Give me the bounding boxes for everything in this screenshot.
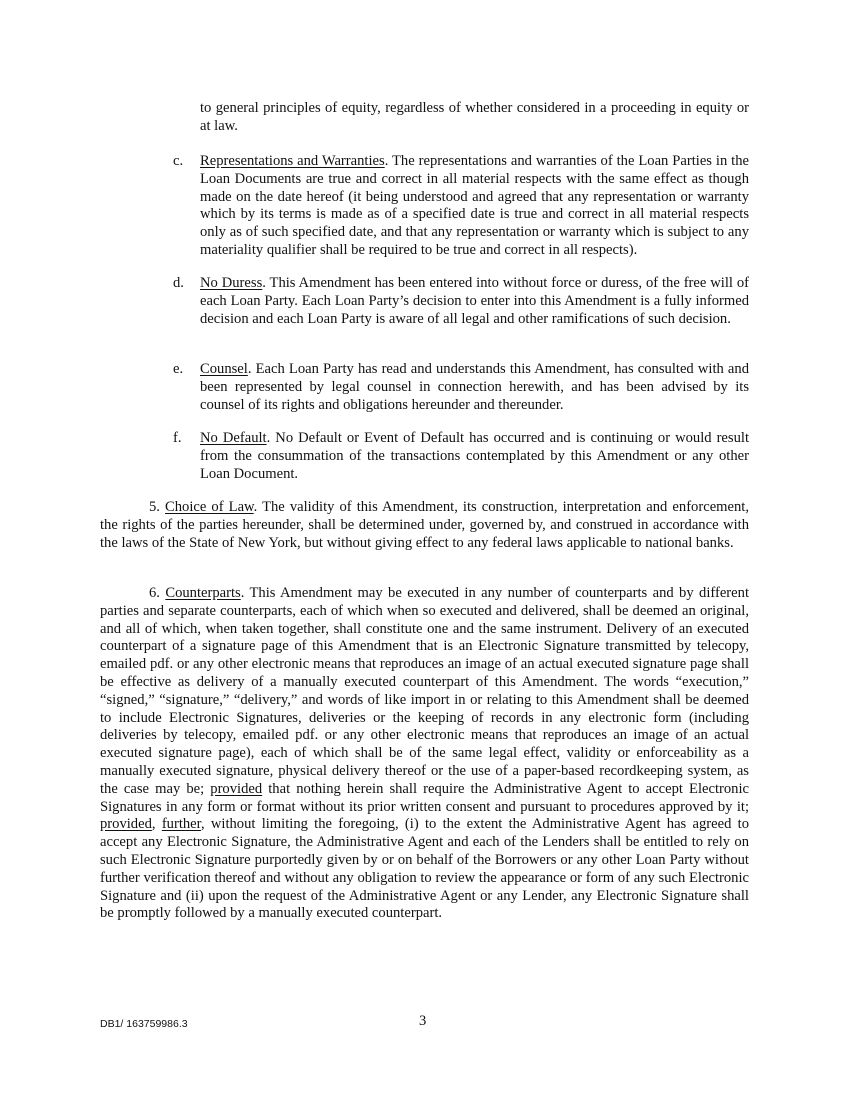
list-item-label: c. bbox=[173, 153, 184, 169]
list-item-label: f. bbox=[173, 430, 182, 446]
list-item-f bbox=[173, 430, 749, 483]
section-heading: Counterparts bbox=[165, 585, 241, 601]
section-text: , without limiting the foregoing, (i) to the extent the Administrative Agent has agreed to accept any Electronic Signature, the Administrative Agent and each of the Lenders shall be entitled to rely on such Electronic Signature purportedly given by or on behalf of the Borrowers or any other Loan Party without further verification thereof and without any obligation to review the appearance or form of any such Electronic Signature and (ii) upon the request of the Administrative Agent or any Lender, any Electronic Signature shall be promptly followed by a manually executed counterpart. bbox=[100, 816, 749, 922]
section-number: 6. bbox=[149, 585, 160, 601]
list-item-text: . The representations and warranties of the Loan Parties in the Loan Documents are true and correct in all material respects with the same effect as though made on the date hereof (it being understood and agreed that any representation or warranty which by its terms is made as of a specified date is true and correct in all material respects only as of such specified date, and that any representation or warranty which is subject to any materiality qualifier shall be required to be true and correct in all respects). bbox=[200, 153, 749, 258]
list-item-heading: Counsel bbox=[200, 361, 248, 377]
list-item-text: . Each Loan Party has read and understands this Amendment, has consulted with and been represented by legal counsel in connection herewith, and has been advised by its counsel of its rights and obligations hereunder and thereunder. bbox=[200, 361, 749, 413]
section-text: , bbox=[151, 816, 162, 833]
footer-document-id: DB1/ 163759986.3 bbox=[100, 1018, 188, 1030]
list-item-text: . This Amendment has been entered into without force or duress, of the free will of each Loan Party. Each Loan Party’s decision to enter into this Amendment is a fully informed decision and each Loan Party is aware of all legal and other ramifications of such decision. bbox=[200, 275, 749, 327]
list-item-heading: No Default bbox=[200, 430, 267, 446]
list-item-e bbox=[173, 361, 749, 414]
list-item-text: . No Default or Event of Default has occurred and is continuing or would result from the consummation of the transactions contemplated by this Amendment or any other Loan Document. bbox=[200, 430, 749, 482]
section-5-choice-of-law bbox=[100, 499, 749, 552]
provided-term: provided bbox=[100, 816, 152, 833]
list-item-d bbox=[173, 275, 749, 328]
provided-term: provided bbox=[210, 780, 263, 797]
section-text: that nothing herein shall require the Administrative Agent to accept Electronic Signatures in any form or format without its prior written consent and pursuant to procedures approved by it; bbox=[100, 780, 749, 815]
list-item-heading: Representations and Warranties bbox=[200, 153, 385, 169]
section-number: 5. bbox=[149, 499, 160, 515]
further-term: further bbox=[161, 816, 201, 833]
section-6-counterparts bbox=[100, 585, 749, 923]
footer-page-number: 3 bbox=[419, 1013, 427, 1029]
list-item-label: e. bbox=[173, 361, 184, 377]
list-item-heading: No Duress bbox=[200, 275, 263, 291]
continued-paragraph: to general principles of equity, regardless of whether considered in a proceeding in equity or at law. bbox=[200, 100, 749, 134]
section-text: . The validity of this Amendment, its construction, interpretation and enforcement, the rights of the parties hereunder, shall be determined under, governed by, and construed in accordance with the laws of the State of New York, but without giving effect to any federal laws applicable to national banks. bbox=[100, 499, 749, 551]
section-text: . This Amendment may be executed in any number of counterparts and by different parties and separate counterparts, each of which when so executed and delivered, shall be deemed an original, and all of which, when taken together, shall constitute one and the same instrument. Delivery of an executed counterpart of a signature page of this Amendment that is an Electronic Signature transmitted by telecopy, emailed pdf. or any other electronic means that reproduces an image of an actual executed signature page shall be effective as delivery of a manually executed counterpart of this Amendment. The words “execution,” “signed,” “signature,” “delivery,” and words of like import in or relating to this Amendment shall be deemed to include Electronic Signatures, deliveries or the keeping of records in any electronic form (including deliveries by telecopy, emailed pdf. or any other electronic means that reproduces an image of an actual executed signature page), each of which shall be of the same legal effect, validity or enforceability as a manually executed signature, physical delivery thereof or the use of a paper-based recordkeeping system, as the case may be; bbox=[100, 585, 749, 797]
section-heading: Choice of Law bbox=[165, 499, 254, 515]
list-item-label: d. bbox=[173, 275, 184, 291]
list-item-c bbox=[173, 153, 749, 260]
